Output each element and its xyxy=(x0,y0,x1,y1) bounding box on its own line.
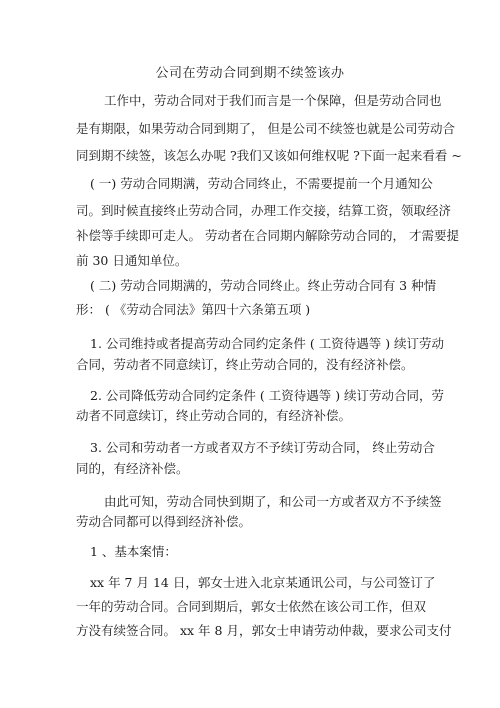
section-heading: 1 、基本案情： xyxy=(90,544,177,559)
paragraph-line: 司。到时候直接终止劳动合同，办理工作交接，结算工资，领取经济 xyxy=(76,203,452,218)
paragraph-line: xx 年 7 月 14 日，郭女士进入北京某通讯公司，与公司签订了 xyxy=(90,575,436,590)
paragraph-line: ( 二) 劳动合同期满的，劳动合同终止。终止劳动合同有 3 种情 xyxy=(90,278,437,293)
document-title: 公司在劳动合同到期不续签该办 xyxy=(155,66,345,81)
list-item-line: 2. 公司降低劳动合同约定条件 ( 工资待遇等 ) 续订劳动合同，劳 xyxy=(90,388,445,403)
list-item-line: 同的，有经济补偿。 xyxy=(76,461,189,476)
paragraph-line: 方没有续签合同。 xx 年 8 月，郭女士申请劳动仲裁，要求公司支付 xyxy=(76,623,452,638)
list-item-line: 1. 公司维持或者提高劳动合同约定条件 ( 工资待遇等 ) 续订劳动 xyxy=(90,336,445,351)
list-item-line: 3. 公司和劳动者一方或者双方不予续订劳动合同， 终止劳动合 xyxy=(90,440,435,455)
paragraph-line: 形： ( 《劳动合同法》第四十六条第五项 ) xyxy=(76,302,311,317)
paragraph-line: 同到期不续签，该怎么办呢 ?我们又该如何维权呢 ?下面一起来看看 ~ xyxy=(76,148,462,163)
paragraph-line: 前 30 日通知单位。 xyxy=(76,253,188,268)
paragraph-line: 补偿等手续即可走人。 劳动者在合同期内解除劳动合同的， 才需要提 xyxy=(76,228,459,243)
paragraph-line: 是有期限，如果劳动合同到期了， 但是公司不续签也就是公司劳动合 xyxy=(76,121,455,136)
paragraph-line: 一年的劳动合同。合同到期后，郭女士依然在该公司工作，但双 xyxy=(76,599,427,614)
paragraph-line: 工作中，劳动合同对于我们而言是一个保障，但是劳动合同也 xyxy=(104,93,442,108)
paragraph-line: ( 一) 劳动合同期满，劳动合同终止，不需要提前一个月通知公 xyxy=(90,176,433,191)
paragraph-line: 劳动合同都可以得到经济补偿。 xyxy=(76,514,252,529)
list-item-line: 合同，劳动者不同意续订，终止劳动合同的，没有经济补偿。 xyxy=(76,357,414,372)
paragraph-line: 由此可知，劳动合同快到期了，和公司一方或者双方不予续签 xyxy=(104,494,442,509)
list-item-line: 动者不同意续订，终止劳动合同的，有经济补偿。 xyxy=(76,408,352,423)
